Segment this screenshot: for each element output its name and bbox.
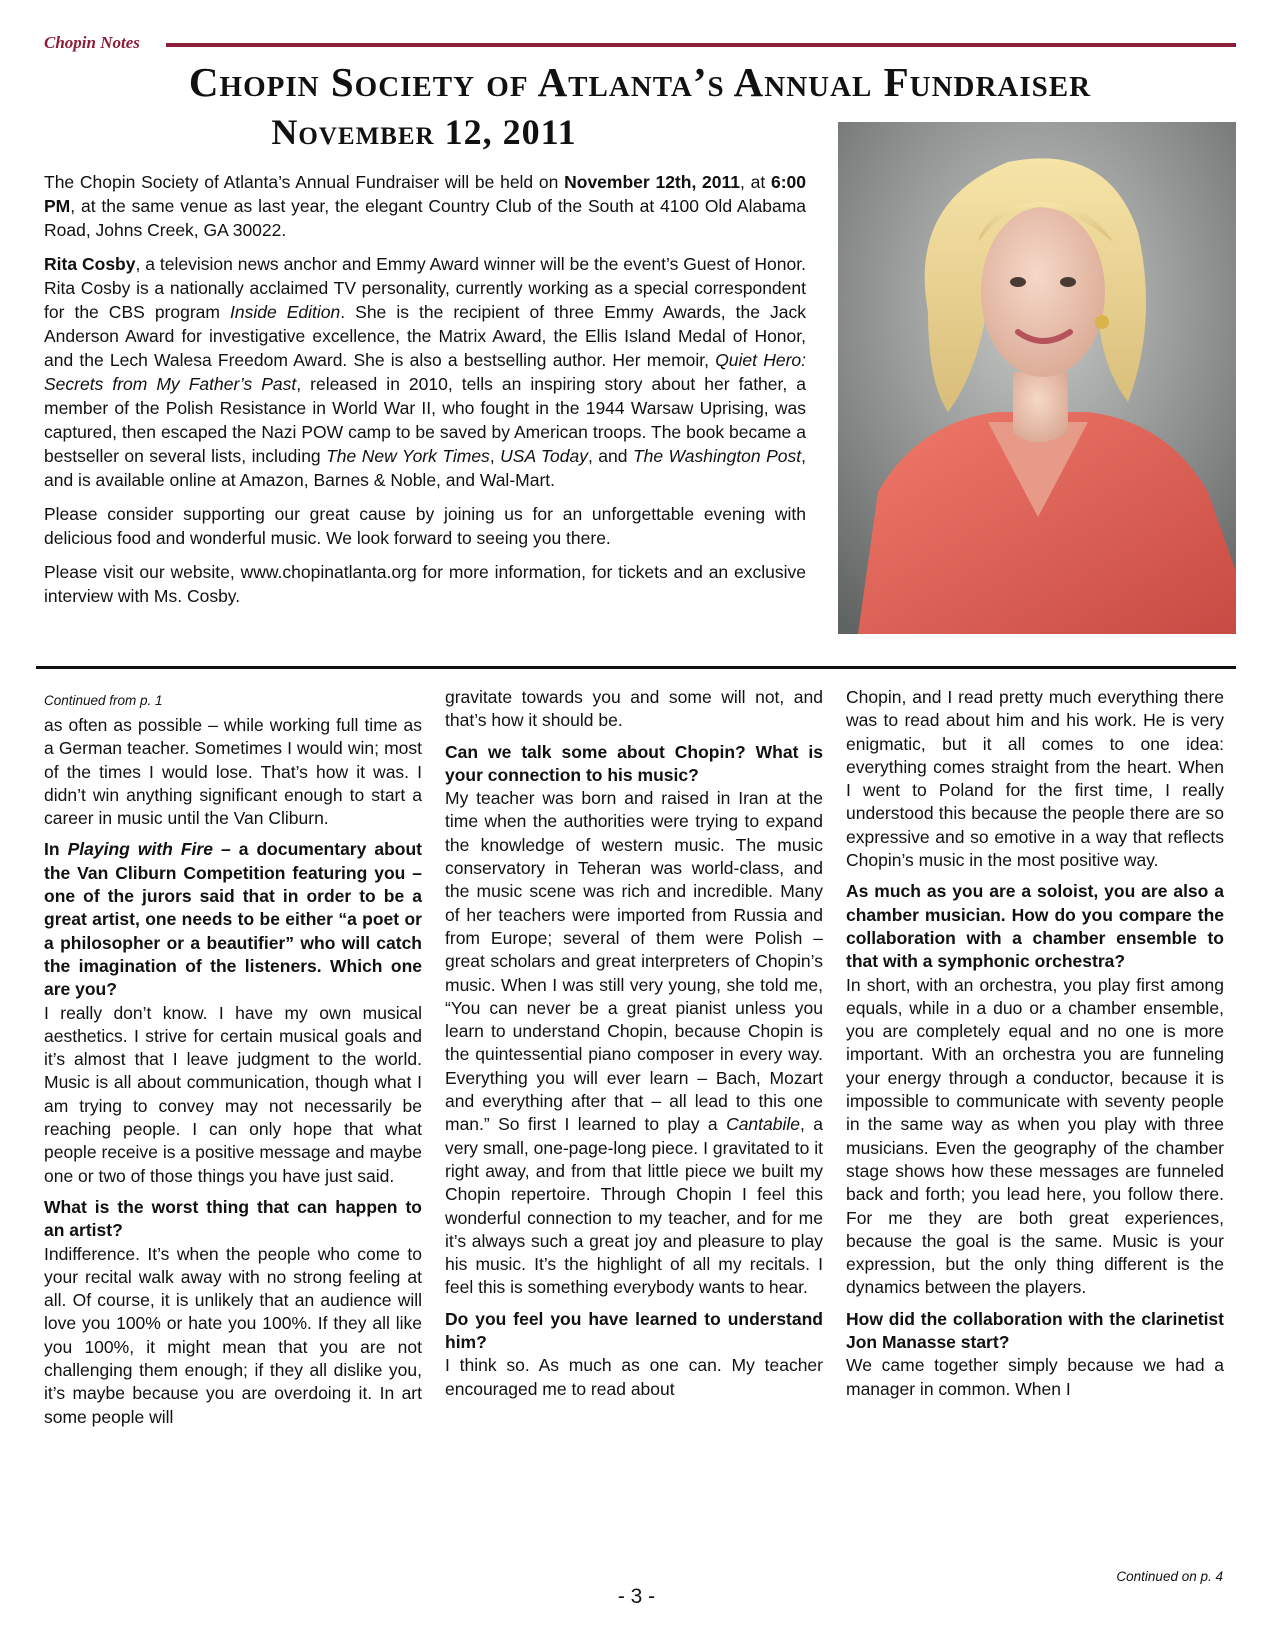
event-time: 6:00 PM: [44, 172, 806, 216]
question-heading: [44, 838, 422, 1001]
intro-paragraph-support: Please consider supporting our great cause by joining us for an unforgettable evening with delicious food and wonderful music. We look forward to seeing you there.: [44, 504, 806, 548]
text: , and is available online at Amazon, Barnes & Noble, and Wal-Mart.: [44, 446, 806, 490]
publication-title: The Washington Post: [632, 446, 802, 466]
interview-column-2: [445, 686, 823, 1409]
text: My teacher was born and raised in Iran at the time when the authorities were trying to expand the knowledge of western music. The music conservatory in Teheran was world-class, and the music scene was rich and incredible. Many of her teachers were imported from Russia and from Europe; several of them were Polish – great scholars and great interpreters of Chopin’s music. When I was still very young, she told me, “You can never be a great pianist unless you learn to understand Chopin, because Chopin is the quintessential piano composer in every way. Everything you will ever learn – Bach, Mozart and everything after that – all lead to this one man.” So first I learned to play a: [445, 788, 823, 1135]
header-rule: [166, 43, 1236, 47]
publication-title: The New York Times: [326, 446, 490, 466]
answer-paragraph: I really don’t know. I have my own musical aesthetics. I strive for certain musical goals and it’s almost that I leave judgment to the world. Music is all about communication, though what I am trying to convey may not necessarily be reaching people. I can only hope that what people receive is a positive message and maybe one or two of those things you have just said.: [44, 1002, 422, 1186]
text: . She is the recipient of three Emmy Awards, the Jack Anderson Award for investigative excellence, the Matrix Award, the Ellis Island Medal of Honor, and the Lech Walesa Freedom Award. She is also a bestselling author. Her memoir,: [44, 302, 806, 370]
answer-paragraph: Chopin, and I read pretty much everything there was to read about him and his work. He is very enigmatic, but it all comes to one idea: everything comes straight from the heart. When I went to Poland for the first time, I really understood this because the people there are so expressive and so emotive in a way that reflects Chopin’s music in the most positive way.: [846, 687, 1224, 871]
intro-paragraph-event: [44, 170, 806, 242]
answer-paragraph: Indifference. It’s when the people who come to your recital walk away with no strong feeling at all. Of course, it is unlikely that an audience will love you 100% or hate you 100%. If they all like you 100%, it might mean that you are not challenging them enough; if they all dislike you, it’s maybe because you are overdoing it. In art some people will: [44, 1243, 422, 1427]
text: The Chopin Society of Atlanta’s Annual Fundraiser will be held on: [44, 172, 565, 192]
publication-title: USA Today: [500, 446, 588, 466]
question-heading: Do you feel you have learned to understand him?: [445, 1308, 823, 1353]
piece-title: Cantabile: [726, 1114, 801, 1135]
book-title: Quiet Hero: Secrets from My Father’s Past: [44, 350, 806, 394]
show-title: Inside Edition: [230, 302, 341, 322]
rita-cosby-portrait-photo: [838, 122, 1236, 634]
film-title: Playing with Fire: [67, 839, 213, 860]
guest-name: Rita Cosby: [44, 254, 136, 274]
fundraiser-announcement: [44, 170, 806, 618]
answer-paragraph: gravitate towards you and some will not, and that’s how it should be.: [445, 687, 823, 731]
running-header: [44, 34, 1236, 50]
event-date: November 12th, 2011: [564, 172, 741, 192]
page-number: - 3 -: [617, 1585, 656, 1608]
article-date: November 12, 2011: [271, 112, 577, 152]
section-divider: [36, 666, 1236, 669]
text: , and: [587, 446, 633, 466]
answer-paragraph: We came together simply because we had a manager in common. When I: [846, 1355, 1224, 1399]
text: – a documentary about the Van Cliburn Competition featuring you – one of the jurors said that in order to be a great artist, one needs to be either “a poet or a philosopher or a beautifier” who will catch the imagination of the listeners. Which one are you?: [44, 839, 422, 1000]
answer-paragraph: I think so. As much as one can. My teacher encouraged me to read about: [445, 1355, 823, 1399]
continued-on-note: Continued on p. 4: [1116, 1569, 1223, 1584]
answer-paragraph: [445, 787, 823, 1300]
answer-paragraph: as often as possible – while working full time as a German teacher. Sometimes I would win; most of the times I would lose. That’s how it was. I didn’t win anything significant enough to start a career in music until the Van Cliburn.: [44, 715, 422, 829]
interview-column-1: [44, 692, 422, 1437]
text: , at: [740, 172, 771, 192]
text: , a very small, one-page-long piece. I gravitated to it right away, and from that little piece we built my Chopin repertoire. Through Chopin I feel this wonderful connection to my teacher, and for me it’s always such a great joy and pleasure to play his music. It’s the highlight of all my recitals. I feel this is something everybody wants to hear.: [445, 1114, 823, 1298]
text: , a television news anchor and Emmy Award winner will be the event’s Guest of Honor. Rita Cosby is a nationally acclaimed TV personality, currently working as a special correspondent for the CBS program: [44, 254, 806, 322]
question-heading: As much as you are a soloist, you are also a chamber musician. How do you compare the collaboration with a chamber ensemble to that with a symphonic orchestra?: [846, 881, 1224, 972]
answer-paragraph: In short, with an orchestra, you play first among equals, while in a duo or a chamber ensemble, you are completely equal and no one is more important. With an orchestra you are funneling your energy through a conductor, because it is impossible to communicate with seventy people in the same way as when you play with three musicians. Even the geography of the chamber stage shows how these messages are funneled back and forth; you lead here, you follow there. For me they are both great experiences, because the goal is the same. Music is your expression, but the only thing different is the dynamics between the players.: [846, 974, 1224, 1298]
intro-paragraph-website: Please visit our website, www.chopinatlanta.org for more information, for tickets and an exclusive interview with Ms. Cosby.: [44, 562, 806, 606]
intro-paragraph-guest: [44, 252, 806, 492]
question-heading: What is the worst thing that can happen to an artist?: [44, 1196, 422, 1241]
question-heading: Can we talk some about Chopin? What is your connection to his music?: [445, 741, 823, 785]
newsletter-label: Chopin Notes: [44, 33, 140, 52]
text: , at the same venue as last year, the elegant Country Club of the South at 4100 Old Alabama Road, Johns Creek, GA 30022.: [44, 196, 806, 240]
question-heading: How did the collaboration with the clarinetist Jon Manasse start?: [846, 1308, 1224, 1353]
text: In: [44, 839, 68, 860]
interview-column-3: [846, 686, 1224, 1409]
article-title: Chopin Society of Atlanta’s Annual Fundraiser: [188, 59, 1092, 105]
text: ,: [489, 446, 501, 466]
continued-from-note: Continued from p. 1: [44, 693, 163, 708]
text: , released in 2010, tells an inspiring story about her father, a member of the Polish Resistance in World War II, who fought in the 1944 Warsaw Uprising, was captured, then escaped the Nazi POW camp to be saved by American troops. The book became a bestseller on several lists, including: [44, 374, 806, 466]
